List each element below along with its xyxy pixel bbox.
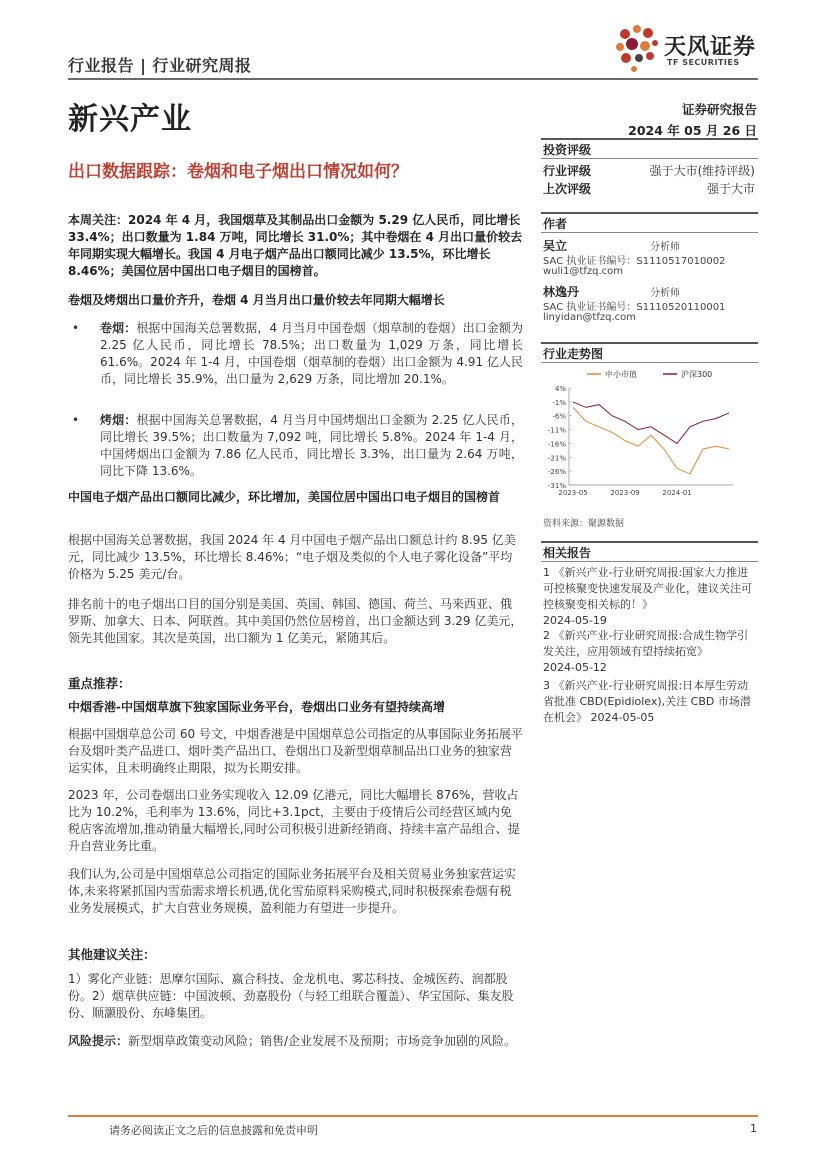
body-paragraph: 根据中国海关总署数据，我国 2024 年 4 月中国电子烟产品出口额总计约 8.95 亿美元，同比减少 13.5%，环比增长 8.46%；“电子烟及类似的个人电子雾化设备”平均价格为 5.25 美元/台。 bbox=[68, 533, 516, 581]
author-sac: SAC 执业证书编号：S1110520110001 bbox=[543, 302, 726, 313]
author-role: 分析师 bbox=[650, 288, 680, 299]
author-name: 吴立 bbox=[543, 239, 568, 253]
author-name: 林逸丹 bbox=[543, 285, 580, 299]
related-report-title: 2 《新兴产业-行业研究周报:合成生物学引发关注，应用领域有望持续拓宽》 bbox=[543, 629, 749, 658]
related-report-item[interactable] bbox=[543, 628, 757, 676]
tf-logo-icon bbox=[612, 20, 662, 76]
y-tick-label: -11% bbox=[547, 426, 566, 435]
related-report-title: 1 《新兴产业-行业研究周报:国家大力推进可控核聚变快速发展及产业化，建议关注可控核聚变相关标的！》 bbox=[543, 566, 752, 611]
sidebar-divider bbox=[541, 138, 758, 140]
body-paragraph: 根据中国烟草总公司 60 号文，中烟香港是中国烟草总公司指定的从事国际业务拓展平台及烟叶类产品进口、烟叶类产品出口、卷烟出口及新型烟草制品出口业务的独家营运实体，且未明确终止期限，拟为长期安排。 bbox=[68, 727, 523, 775]
bullet-cigarette bbox=[100, 320, 523, 388]
body-paragraph: 我们认为,公司是中国烟草总公司指定的国际业务拓展平台及相关贸易业务独家营运实体,未来将紧抓国内雪茄需求增长机遇,优化雪茄原料采购模式,同时积极探索卷烟有税业务发展模式，扩大自营业务规模，盈利能力有望进一步提升。 bbox=[68, 867, 516, 915]
chart-source: 资料来源：聚源数据 bbox=[543, 519, 625, 529]
series-line-hs300 bbox=[573, 402, 729, 444]
bullet-label: 烤烟： bbox=[100, 413, 137, 427]
y-tick-label: -16% bbox=[547, 440, 566, 449]
section-heading: 卷烟及烤烟出口量价齐升，卷烟 4 月当月出口量价较去年同期大幅增长 bbox=[68, 293, 445, 307]
bullet-text: 根据中国海关总署数据，4 月当月中国烤烟出口金额为 2.25 亿人民币，同比增长 39.5%；出口数量为 7,092 吨，同比增长 5.8%。2024 年 1-4 月，中国烤烟出口金额为 7.86 亿人民币，同比增长 3.3%，出口量为 2.64 万吨，同比下降 13.6%。 bbox=[100, 413, 523, 478]
y-tick-label: -21% bbox=[547, 454, 566, 463]
authors-heading: 作者 bbox=[543, 217, 568, 231]
report-category: 证券研究报告 bbox=[681, 102, 757, 117]
header-divider bbox=[68, 78, 758, 80]
y-tick-label: -1% bbox=[552, 398, 566, 407]
trend-heading: 行业走势图 bbox=[543, 347, 604, 361]
series-line-smallcap bbox=[573, 407, 729, 474]
risk-paragraph bbox=[68, 1033, 523, 1050]
industry-rating-label: 行业评级 bbox=[543, 164, 592, 178]
report-type: 行业报告 | 行业研究周报 bbox=[68, 56, 252, 75]
prev-rating-value: 强于大市 bbox=[706, 182, 755, 196]
related-report-item[interactable] bbox=[543, 678, 757, 726]
author-email[interactable]: wuli1@tfzq.com bbox=[543, 266, 624, 277]
summary-paragraph: 本周关注：2024 年 4 月，我国烟草及其制品出口金额为 5.29 亿人民币，同比增长 33.4%；出口数量为 1.84 万吨，同比增长 31.0%；其中卷烟在 4 月出口量价较去年同期实现大幅增长。我国 4 月电子烟产品出口额同比减少 13.5%，环比增长 8.46%；美国位居中国出口电子烟目的国榜首。 bbox=[68, 213, 523, 278]
related-report-item[interactable] bbox=[543, 565, 757, 629]
sidebar-divider bbox=[541, 212, 758, 214]
body-paragraph: 1）雾化产业链：思摩尔国际、嬴合科技、金龙机电、雾芯科技、金城医药、润都股份。2）烟草供应链：中国波顿、劲嘉股份（与轻工组联合覆盖）、华宝国际、集友股份、顺灏股份、东峰集团。 bbox=[68, 972, 514, 1020]
sidebar-divider bbox=[541, 232, 758, 233]
related-report-title: 3 《新兴产业-行业研究周报:日本厚生劳动省批准 CBD(Epidiolex),关注 CBD 市场潜在机会》 bbox=[543, 679, 751, 724]
footer-disclaimer: 请务必阅读正文之后的信息披露和免责申明 bbox=[109, 1124, 318, 1137]
author-sac: SAC 执业证书编号：S1110517010002 bbox=[543, 256, 726, 267]
page-number: 1 bbox=[750, 1122, 757, 1135]
bullet-dot: • bbox=[72, 321, 80, 335]
y-tick-label: -31% bbox=[547, 482, 566, 490]
bullet-flue-cured bbox=[100, 412, 523, 480]
related-report-date: 2024-05-19 bbox=[543, 614, 607, 627]
sidebar-divider bbox=[541, 362, 758, 363]
y-tick-label: -26% bbox=[547, 468, 566, 477]
section-heading: 中烟香港-中国烟草旗下独家国际业务平台，卷烟出口业务有望持续高增 bbox=[68, 700, 445, 714]
logo-english: TF SECURITIES bbox=[667, 58, 740, 67]
body-paragraph: 排名前十的电子烟出口目的国分别是美国、英国、韩国、德国、荷兰、马来西亚、俄罗斯、加拿大、日本、阿联酋。其中美国仍然位居榜首，出口金额达到 3.29 亿美元，领先其他国家。其次是英国，出口额为 1 亿美元，紧随其后。 bbox=[68, 597, 523, 645]
x-tick-label: 2023-09 bbox=[610, 489, 640, 497]
rating-heading: 投资评级 bbox=[543, 143, 592, 157]
legend-label: 沪深300 bbox=[681, 370, 713, 379]
risk-text: 新型烟草政策变动风险；销售/企业发展不及预期；市场竞争加剧的风险。 bbox=[128, 1034, 517, 1048]
related-report-date: 2024-05-12 bbox=[543, 661, 607, 674]
sector-title: 新兴产业 bbox=[68, 102, 192, 137]
section-heading: 重点推荐： bbox=[68, 676, 131, 691]
report-date: 2024 年 05 月 26 日 bbox=[628, 123, 757, 138]
author-role: 分析师 bbox=[650, 242, 680, 253]
sidebar-divider bbox=[541, 342, 758, 344]
x-tick-label: 2024-01 bbox=[662, 489, 692, 497]
body-paragraph: 2023 年，公司卷烟出口业务实现收入 12.09 亿港元，同比大幅增长 876%，营收占比为 10.2%，毛利率为 13.6%，同比+3.1pct，主要由于疫情后公司经营区域内免税店客流增加,推动销量大幅增长,同时公司积极引进新经销商、持续丰富产品组合、提升自营业务比重。 bbox=[68, 788, 520, 853]
sidebar-divider bbox=[541, 541, 758, 543]
y-tick-label: -6% bbox=[552, 412, 566, 421]
y-tick-label: 4% bbox=[554, 385, 566, 393]
related-heading: 相关报告 bbox=[543, 546, 592, 560]
prev-rating-label: 上次评级 bbox=[543, 182, 592, 196]
risk-label: 风险提示： bbox=[68, 1034, 129, 1048]
logo-name: 天风证券 bbox=[664, 35, 757, 60]
section-heading: 其他建议关注： bbox=[68, 947, 156, 962]
report-title: 出口数据跟踪：卷烟和电子烟出口情况如何？ bbox=[68, 162, 408, 182]
footer-divider bbox=[68, 1115, 758, 1117]
industry-rating-value: 强于大市(维持评级) bbox=[649, 164, 755, 178]
industry-trend-chart bbox=[541, 365, 758, 505]
section-heading: 中国电子烟产品出口额同比减少，环比增加，美国位居中国出口电子烟目的国榜首 bbox=[68, 490, 501, 504]
sidebar-divider bbox=[541, 561, 758, 562]
x-tick-label: 2023-05 bbox=[558, 489, 588, 497]
legend-label: 中小市值 bbox=[605, 370, 637, 379]
bullet-text: 根据中国海关总署数据，4 月当月中国卷烟（烟草制的卷烟）出口金额为 2.25 亿人民币，同比增长 78.5%；出口数量为 1,029 万条，同比增长 61.6%。2024 年 1-4 月，中国卷烟（烟草制的卷烟）出口金额为 4.91 亿人民币，同比增长 35.9%，出口量为 2,629 万条，同比增加 20.1%。 bbox=[100, 321, 523, 386]
bullet-dot: • bbox=[72, 413, 80, 427]
sidebar-divider bbox=[541, 158, 758, 159]
related-report-date: 2024-05-05 bbox=[590, 711, 655, 724]
author-email[interactable]: linyidan@tfzq.com bbox=[543, 312, 636, 323]
bullet-label: 卷烟： bbox=[100, 321, 137, 335]
